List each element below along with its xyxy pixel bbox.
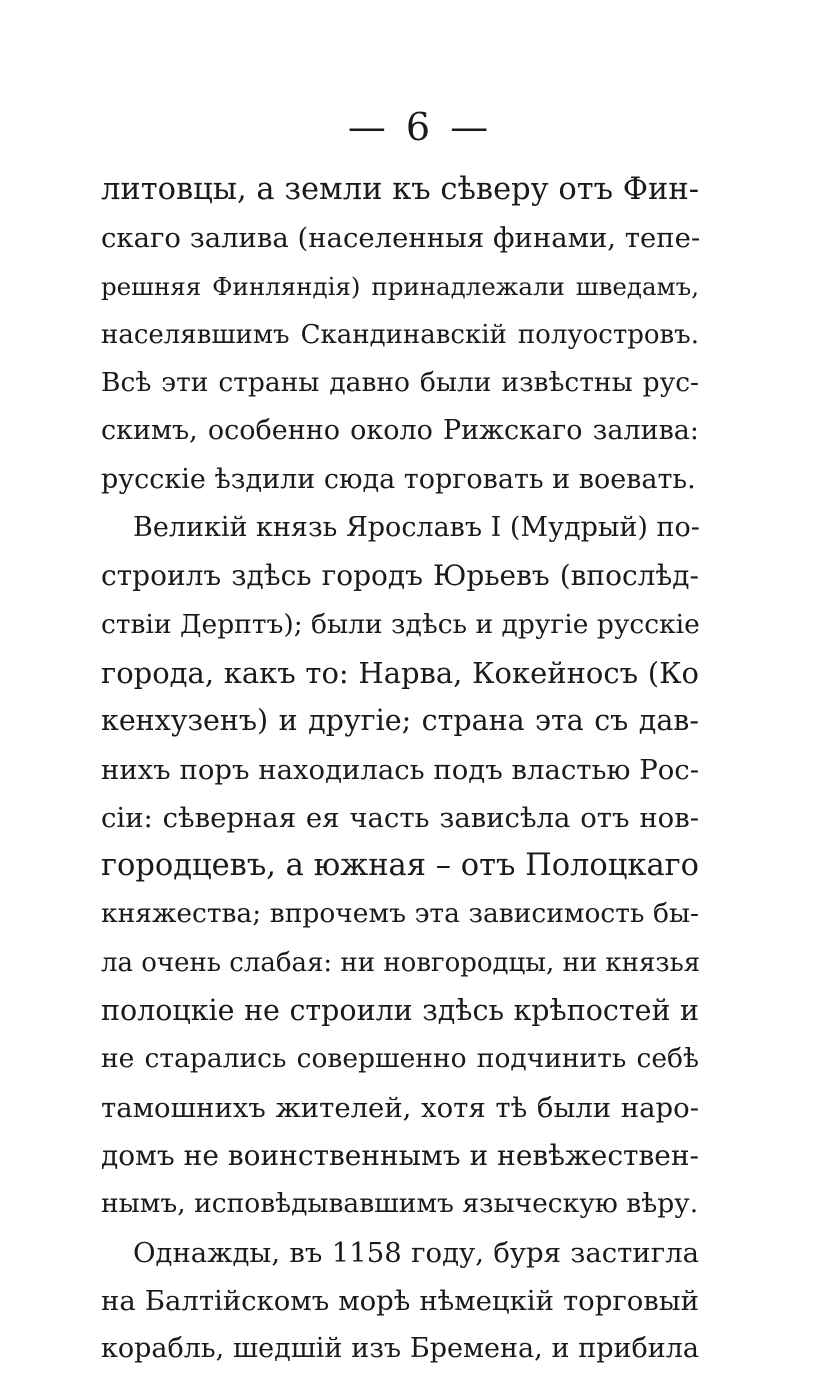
paragraph [101,1229,699,1373]
text-line: города, какъ то: Нарва, Кокейносъ (Ко [101,655,699,690]
paragraph [101,166,699,504]
text-line: скимъ, особенно около Рижскаго залива: [101,415,699,447]
text-line: домъ не воинственнымъ и невѣжествен- [101,1138,699,1172]
text-line: скаго залива (населенныя финами, тепе- [101,222,701,255]
text-line: тамошнихъ жителей, хотя тѣ были наро- [101,1091,699,1124]
text-line: Великій князь Ярославъ I (Мудрый) по- [133,512,700,544]
page-number: — 6 — [347,105,493,149]
text-line: литовцы, а земли къ сѣверу отъ Фин- [101,172,699,207]
text-line: сіи: сѣверная ея часть зависѣла отъ нов- [101,801,699,834]
body-text [101,166,699,1373]
text-line: нихъ поръ находилась подъ властью Рос- [101,753,699,786]
text-line: населявшимъ Скандинавскій полуостровъ. [101,319,699,350]
text-line: нымъ, исповѣдывавшимъ языческую вѣру. [101,1188,699,1220]
text-line: Всѣ эти страны давно были извѣстны рус- [101,367,699,399]
text-line: полоцкіе не строили здѣсь крѣпостей и [101,994,699,1028]
text-line: княжества; впрочемъ эта зависимость бы- [101,898,699,930]
text-line: городцевъ, а южная – отъ Полоцкаго [101,848,699,884]
text-line: решняя Финляндія) принадлежали шведамъ, [101,271,699,301]
paragraph [101,504,699,1228]
text-line: не старались совершенно подчинить себѣ [101,1043,699,1075]
text-line: кенхузенъ) и другіе; страна эта съ дав- [101,704,699,738]
text-line: строилъ здѣсь городъ Юрьевъ (впослѣд- [101,559,699,593]
text-line: Однажды, въ 1158 году, буря застигла [133,1236,699,1269]
text-line: на Балтійскомъ морѣ нѣмецкій торговый [101,1284,699,1317]
text-line: русскіе ѣздили сюда торговать и воевать. [101,463,696,495]
text-line: ствіи Дерптъ); были здѣсь и другіе русскіе [101,608,700,640]
text-line: корабль, шедшій изъ Бремена, и прибила [101,1333,699,1365]
text-line: ла очень слабая: ни новгородцы, ни князья [101,947,701,978]
